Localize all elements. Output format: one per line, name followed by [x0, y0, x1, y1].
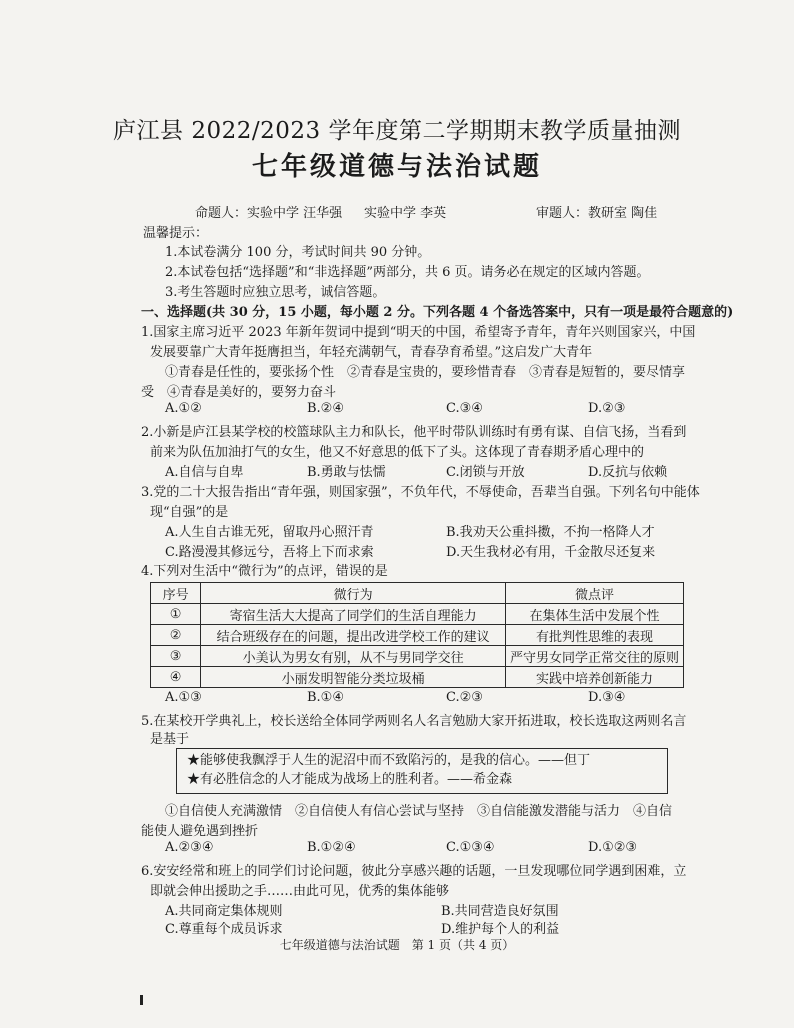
reviewer-name: 审题人：教研室 陶佳	[536, 206, 658, 221]
question-stem: 1.国家主席习近平 2023 年新年贺词中提到“明天的中国，希望寄予青年，青年兴则国家兴，中国	[141, 325, 696, 340]
question-choices: 能使人避免遇到挫折	[141, 824, 259, 839]
table-header: 微点评	[505, 583, 683, 604]
option-b: B.①②④	[307, 840, 356, 855]
table-row	[151, 625, 684, 646]
table-cell: ③	[151, 646, 201, 667]
option-b: B.共同营造良好氛围	[441, 904, 559, 919]
table-cell: 在集体生活中发展个性	[505, 604, 683, 625]
option-d: D.反抗与依赖	[588, 465, 668, 480]
option-c: C.③④	[446, 401, 483, 416]
tip-item: 3.考生答题时应独立思考，诚信答题。	[165, 285, 386, 300]
table-header-row	[151, 583, 684, 604]
option-c: C.闭锁与开放	[446, 465, 525, 480]
quote-box	[176, 748, 668, 794]
option-d: D.③④	[588, 690, 626, 705]
option-a: A.人生自古谁无死，留取丹心照汗青	[165, 525, 374, 540]
table-cell: ④	[151, 667, 201, 688]
table-header: 序号	[151, 583, 201, 604]
section-heading: 一、选择题(共 30 分，15 小题，每小题 2 分。下列各题 4 个备选答案中，只有一项是最符合题意的)	[141, 305, 734, 320]
question-choices: ①自信使人充满激情 ②自信使人有信心尝试与坚持 ③自信能激发潜能与活力 ④自信	[165, 804, 673, 819]
option-b: B.②④	[307, 401, 344, 416]
table-cell: 小美认为男女有别，从不与男同学交往	[201, 646, 506, 667]
quote-line: ★能够使我飘浮于人生的泥沼中而不致陷污的，是我的信心。——但丁	[187, 753, 591, 768]
option-c: C.路漫漫其修远兮，吾将上下而求索	[165, 545, 374, 560]
table-cell: 寄宿生活大大提高了同学们的生活自理能力	[201, 604, 506, 625]
table-header: 微行为	[201, 583, 506, 604]
question-stem: 即就会伸出援助之手……由此可见，优秀的集体能够	[150, 884, 450, 899]
tips-heading: 温馨提示：	[143, 226, 209, 241]
table-cell: 小丽发明智能分类垃圾桶	[201, 667, 506, 688]
option-a: A.①③	[165, 690, 202, 705]
question-stem: 2.小新是庐江县某学校的校篮球队主力和队长，他平时带队训练时有勇有谋、自信飞扬，当看到	[141, 425, 687, 440]
table-row	[151, 646, 684, 667]
behavior-table	[150, 582, 684, 688]
option-a: A.自信与自卑	[165, 465, 244, 480]
exam-title: 庐江县 2022/2023 学年度第二学期期末教学质量抽测	[113, 118, 681, 144]
table-cell: 实践中培养创新能力	[505, 667, 683, 688]
scan-mark	[140, 995, 143, 1005]
option-a: A.共同商定集体规则	[165, 904, 283, 919]
option-c: C.①③④	[446, 840, 495, 855]
option-d: D.①②③	[588, 840, 638, 855]
setter2-name: 实验中学 李英	[364, 206, 447, 221]
table-cell: 有批判性思维的表现	[505, 625, 683, 646]
tip-item: 2.本试卷包括“选择题”和“非选择题”两部分，共 6 页。请务必在规定的区域内答题。	[165, 265, 650, 280]
setter-name: 命题人：实验中学 汪华强	[195, 206, 343, 221]
question-stem: 前来为队伍加油打气的女生，他又不好意思的低下了头。这体现了青春期矛盾心理中的	[150, 445, 645, 460]
option-b: B.勇敢与怯懦	[307, 465, 386, 480]
table-cell: 严守男女同学正常交往的原则	[505, 646, 683, 667]
table-cell: ①	[151, 604, 201, 625]
option-a: A.②③④	[165, 840, 214, 855]
question-stem: 发展要靠广大青年挺膺担当，年轻充满朝气，青春孕育希望。”这启发广大青年	[150, 345, 593, 360]
quote-line: ★有必胜信念的人才能成为战场上的胜利者。——希金森	[187, 772, 513, 787]
question-choices: ①青春是任性的，要张扬个性 ②青春是宝贵的，要珍惜青春 ③青春是短暂的，要尽情享	[165, 365, 686, 380]
question-stem: 6.安安经常和班上的同学们讨论问题，彼此分享感兴趣的话题，一旦发现哪位同学遇到困难，立	[141, 864, 687, 879]
option-d: D.②③	[588, 401, 626, 416]
question-stem: 3.党的二十大报告指出“青年强，则国家强”，不负年代，不辱使命，吾辈当自强。下列名句中能体	[141, 485, 700, 500]
table-cell: 结合班级存在的问题，提出改进学校工作的建议	[201, 625, 506, 646]
page-footer: 七年级道德与法治试题 第 1 页（共 4 页）	[279, 938, 515, 952]
question-stem: 4.下列对生活中“微行为”的点评，错误的是	[141, 564, 388, 579]
option-b: B.我劝天公重抖擞，不拘一格降人才	[446, 525, 655, 540]
option-a: A.①②	[165, 401, 202, 416]
option-b: B.①④	[307, 690, 344, 705]
question-stem: 现“自强”的是	[150, 505, 229, 520]
table-cell: ②	[151, 625, 201, 646]
option-d: D.天生我材必有用，千金散尽还复来	[446, 545, 656, 560]
exam-subtitle: 七年级道德与法治试题	[251, 152, 542, 182]
option-c: C.尊重每个成员诉求	[165, 922, 283, 937]
tip-item: 1.本试卷满分 100 分，考试时间共 90 分钟。	[165, 245, 431, 260]
question-stem: 5.在某校开学典礼上，校长送给全体同学两则名人名言勉励大家开拓进取，校长选取这两则名言	[141, 714, 687, 729]
table-row	[151, 667, 684, 688]
option-d: D.维护每个人的利益	[441, 922, 560, 937]
table-row	[151, 604, 684, 625]
question-stem: 是基于	[150, 732, 190, 747]
question-choices: 受 ④青春是美好的，要努力奋斗	[141, 385, 337, 400]
option-c: C.②③	[446, 690, 483, 705]
